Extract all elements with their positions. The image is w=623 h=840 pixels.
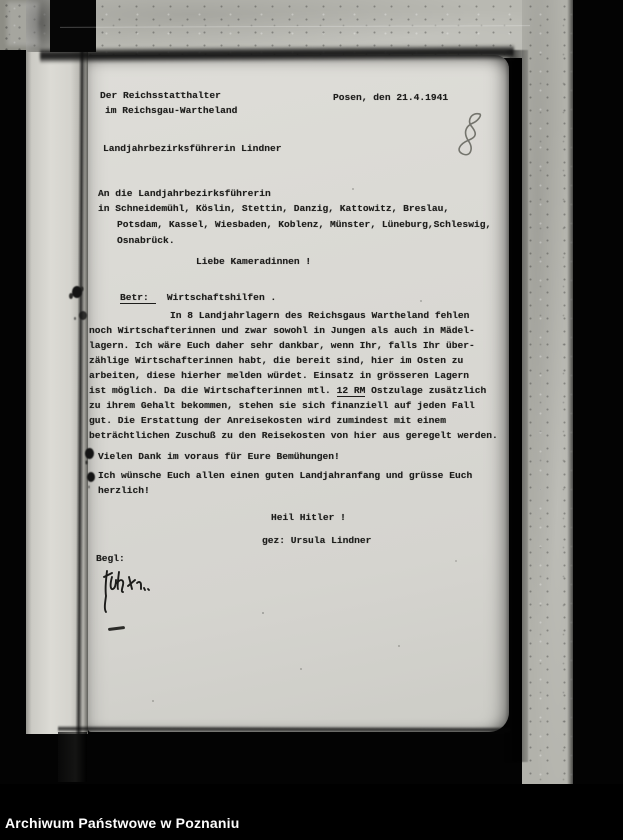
body-paragraph <box>89 310 498 445</box>
page-top-crease-shadow <box>40 44 514 63</box>
body-line-3: lagern. Ich wäre Euch daher sehr dankbar, wenn Ihr, falls Ihr über- <box>89 340 475 351</box>
recipient-line-3: Potsdam, Kassel, Wiesbaden, Koblenz, Münster, Lüneburg,Schleswig, <box>117 219 492 230</box>
body-line-5: arbeiten, diese hierher melden würdet. Einsatz in grösseren Lagern <box>89 370 469 381</box>
body-line-6-pre: ist möglich. Da die Wirtschafterinnen mtl. <box>89 385 337 396</box>
archive-label: Archiwum Państwowe w Poznaniu <box>5 815 240 831</box>
subject-label: Betr: <box>120 292 156 304</box>
wish-line-2: herzlich! <box>98 485 150 496</box>
subject-text: Wirtschaftshilfen . <box>166 292 277 303</box>
signed-line: gez: Ursula Lindner <box>262 535 372 546</box>
body-line-7: zu ihrem Gehalt bekommen, stehen sie sich finanziell auf jeden Fall <box>89 400 475 411</box>
recipient-line-2: in Schneidemühl, Köslin, Stettin, Danzig, Kattowitz, Breslau, <box>98 203 450 214</box>
sender-line-1: Der Reichsstatthalter <box>100 90 221 101</box>
recipient-line-4: Osnabrück. <box>117 235 175 246</box>
ink-blot <box>85 448 94 459</box>
closing-salute: Heil Hitler ! <box>271 512 346 523</box>
concrete-surface-right <box>522 0 573 784</box>
handwritten-signature <box>99 563 161 624</box>
body-line-6 <box>89 385 498 400</box>
underlined-amount: 12 RM <box>336 385 366 396</box>
body-line-1: In 8 Landjahrlagern des Reichsgaus Wartheland fehlen <box>170 310 470 321</box>
body-line-8: gut. Die Erstattung der Anreisekosten wird zumindest mit einem <box>89 415 446 426</box>
shadow-below-binding <box>58 732 87 782</box>
body-line-9: beträchtlichen Zuschuß zu den Reisekosten von hier aus geregelt werden. <box>89 430 498 441</box>
recipient-line-1: An die Landjahrbezirksführerin <box>98 188 271 199</box>
ink-blot <box>72 286 82 298</box>
body-line-6-post: Ostzulage zusätzlich <box>365 385 487 396</box>
wish-line-1: Ich wünsche Euch allen einen guten Landjahranfang und grüsse Euch <box>98 470 473 481</box>
ink-blot <box>79 311 87 320</box>
thanks-line: Vielen Dank im voraus für Eure Bemühungen! <box>98 451 340 462</box>
certification-label: Begl: <box>96 553 125 564</box>
archive-caption-bar <box>0 784 623 840</box>
page-right-shadow <box>505 50 528 762</box>
paper-specks <box>0 0 2 2</box>
reference-line: Landjahrbezirksführerin Lindner <box>103 143 282 154</box>
body-line-4: zählige Wirtschafterinnen habt, die bereit sind, hier im Osten zu <box>89 355 464 366</box>
ink-blot <box>87 472 95 482</box>
dateline: Posen, den 21.4.1941 <box>333 92 449 103</box>
salutation: Liebe Kameradinnen ! <box>196 256 312 267</box>
body-line-2: noch Wirtschafterinnen und zwar sowohl in Jungen als auch in Mädel- <box>89 325 475 336</box>
page-bottom-edge-shadow <box>58 725 510 733</box>
sender-line-2: im Reichsgau-Wartheland <box>105 105 238 116</box>
